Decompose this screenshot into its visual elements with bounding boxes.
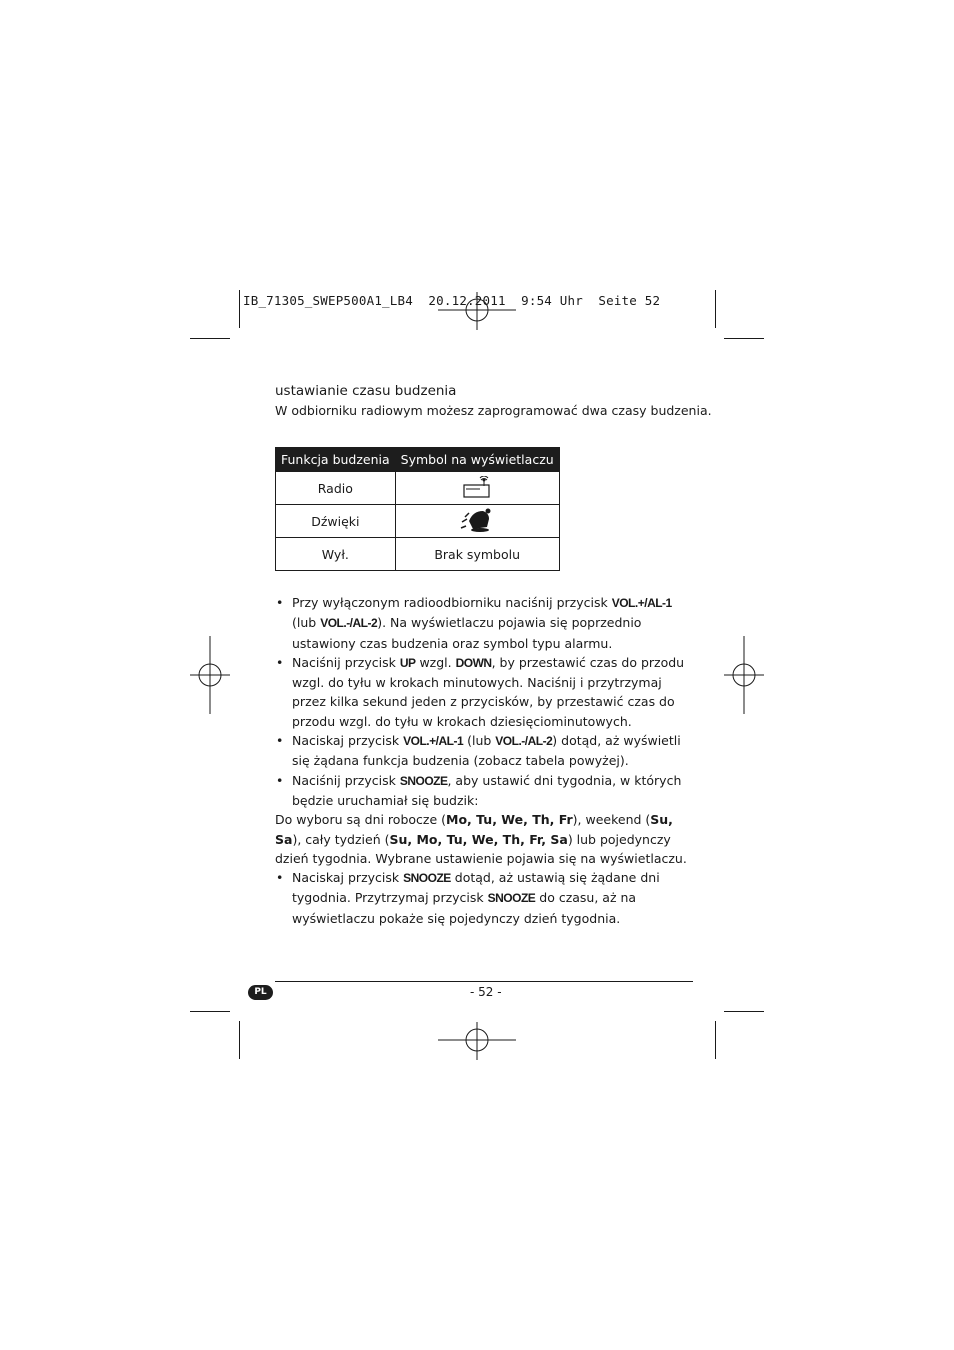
- table-header-row: [276, 448, 560, 472]
- alarm-function-table: [275, 447, 560, 571]
- table-header-function: Funkcja budzenia: [276, 448, 396, 472]
- key-label: SNOOZE: [487, 891, 536, 906]
- days-workdays: Mo, Tu, We, Th, Fr: [446, 812, 573, 828]
- table-row: [276, 472, 560, 505]
- table-cell-function: Radio: [276, 472, 396, 505]
- instruction-list: [275, 868, 687, 928]
- table-cell-symbol: [395, 505, 559, 538]
- key-label: SNOOZE: [403, 871, 451, 886]
- table-header-symbol: Symbol na wyświetlaczu: [395, 448, 559, 472]
- print-slug: IB_71305_SWEP500A1_LB4 20.12.2011 9:54 Uhr Seite 52: [243, 293, 661, 308]
- list-item: • Naciśnij przycisk SNOOZE, aby ustawić dni tygodnia, w których będzie uruchamiał się budzik:: [275, 771, 687, 811]
- page-number: - 52 -: [470, 985, 502, 999]
- table-cell-function: Wył.: [276, 538, 396, 571]
- table-cell-symbol: [395, 472, 559, 505]
- bell-icon: [459, 507, 495, 535]
- language-badge: PL: [248, 985, 273, 1000]
- registration-mark-bottom: [438, 1020, 516, 1060]
- key-label: VOL.-/AL-2: [495, 734, 553, 749]
- section-title: ustawianie czasu budzenia: [275, 383, 457, 399]
- table-cell-symbol: Brak symbolu: [395, 538, 559, 571]
- days-whole-week: Su, Mo, Tu, We, Th, Fr, Sa: [389, 831, 568, 847]
- key-label: DOWN: [455, 655, 492, 670]
- key-label: VOL.-/AL-2: [320, 616, 378, 631]
- list-item: • Naciskaj przycisk VOL.+/AL-1 (lub VOL.-/AL-2) dotąd, aż wyświetli się żądana funkcja budzenia (zobacz tabela powyżej).: [275, 731, 687, 771]
- key-label: SNOOZE: [399, 773, 448, 788]
- list-item: • Naciśnij przycisk UP wzgl. DOWN, by przestawić czas do przodu wzgl. do tyłu w krokach minutowych. Naciśnij i przytrzymaj przez kilka sekund jeden z przycisków, by przestawić czas do przodu wzgl. do tyłu w krokach dziesięciominutowych.: [275, 653, 687, 731]
- list-item: • Przy wyłączonym radioodbiorniku naciśnij przycisk VOL.+/AL-1 (lub VOL.-/AL-2). Na wyświetlaczu pojawia się poprzednio ustawiony czas budzenia oraz symbol typu alarmu.: [275, 593, 687, 653]
- table-row: [276, 505, 560, 538]
- instructions: [275, 593, 687, 928]
- radio-icon: [462, 476, 492, 500]
- footer-rule: [275, 981, 693, 982]
- list-item: • Naciskaj przycisk SNOOZE dotąd, aż ustawią się żądane dni tygodnia. Przytrzymaj przycisk SNOOZE do czasu, aż na wyświetlaczu pokaże się pojedynczy dzień tygodnia.: [275, 868, 687, 928]
- registration-mark-left: [190, 636, 230, 714]
- section-intro: W odbiorniku radiowym możesz zaprogramować dwa czasy budzenia.: [275, 403, 712, 418]
- key-label: UP: [399, 655, 416, 670]
- registration-mark-right: [724, 636, 764, 714]
- instruction-list: [275, 593, 687, 810]
- days-weekend: Su, Sa: [275, 812, 673, 847]
- key-label: VOL.+/AL-1: [611, 596, 672, 610]
- paragraph-days: Do wyboru są dni robocze (Mo, Tu, We, Th, Fr), weekend (Su, Sa), cały tydzień (Su, Mo, Tu, We, Th, Fr, Sa) lub pojedynczy dzień tygodnia. Wybrane ustawienie pojawia się na wyświetlaczu.: [275, 812, 687, 866]
- table-cell-function: Dźwięki: [276, 505, 396, 538]
- key-label: VOL.+/AL-1: [403, 734, 464, 749]
- table-row: [276, 538, 560, 571]
